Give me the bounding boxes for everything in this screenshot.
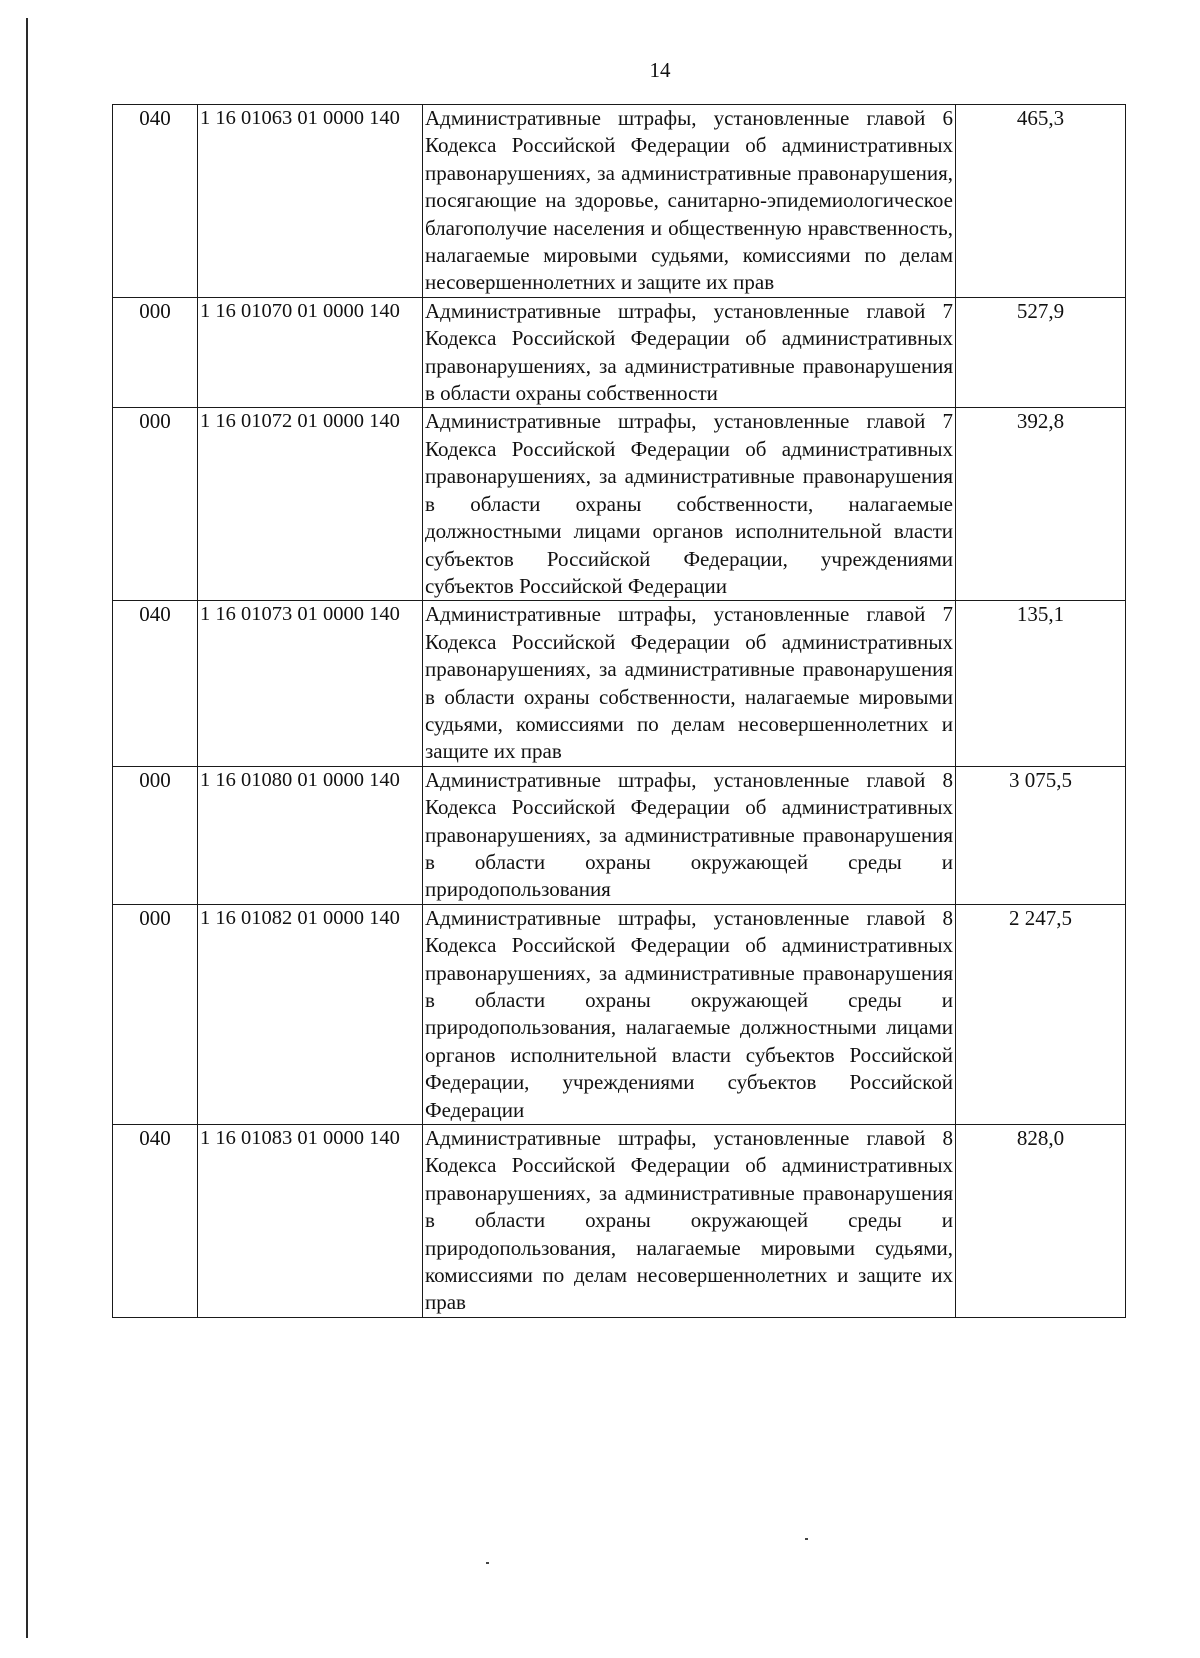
scan-edge-line bbox=[26, 18, 28, 1638]
revenue-name-cell: Административные штрафы, установленные главой 7 Кодекса Российской Федерации об административных правонарушениях, за административные правонарушения в области охраны собственности bbox=[423, 297, 956, 408]
page-number: 14 bbox=[649, 58, 671, 82]
scan-speck bbox=[805, 1538, 808, 1540]
kbk-code-cell: 1 16 01072 01 0000 140 bbox=[198, 408, 423, 601]
table-row bbox=[113, 766, 1126, 904]
kbk-code-cell: 1 16 01083 01 0000 140 bbox=[198, 1125, 423, 1318]
admin-code-cell: 000 bbox=[113, 408, 198, 601]
revenue-name-cell: Административные штрафы, установленные главой 7 Кодекса Российской Федерации об административных правонарушениях, за административные правонарушения в области охраны собственности, налагаемые должностными лицами органов исполнительной власти субъектов Российской Федерации, учреждениями субъектов Российской Федерации bbox=[423, 408, 956, 601]
kbk-code-cell: 1 16 01080 01 0000 140 bbox=[198, 766, 423, 904]
table-row bbox=[113, 1125, 1126, 1318]
table-row bbox=[113, 408, 1126, 601]
table-row bbox=[113, 297, 1126, 408]
kbk-code-cell: 1 16 01082 01 0000 140 bbox=[198, 904, 423, 1124]
revenue-name-cell: Административные штрафы, установленные главой 8 Кодекса Российской Федерации об административных правонарушениях, за административные правонарушения в области охраны окружающей среды и природопользования, налагаемые мировыми судьями, комиссиями по делам несовершеннолетних и защите их прав bbox=[423, 1125, 956, 1318]
kbk-code-cell: 1 16 01063 01 0000 140 bbox=[198, 105, 423, 298]
admin-code-cell: 040 bbox=[113, 601, 198, 766]
amount-cell: 527,9 bbox=[956, 297, 1126, 408]
table-row bbox=[113, 904, 1126, 1124]
amount-cell: 392,8 bbox=[956, 408, 1126, 601]
admin-code-cell: 000 bbox=[113, 297, 198, 408]
scan-speck bbox=[486, 1562, 489, 1564]
revenue-name-cell: Административные штрафы, установленные главой 6 Кодекса Российской Федерации об административных правонарушениях, за административные правонарушения, посягающие на здоровье, санитарно-эпидемиологическое благополучие населения и общественную нравственность, налагаемые мировыми судьями, комиссиями по делам несовершеннолетних и защите их прав bbox=[423, 105, 956, 298]
admin-code-cell: 040 bbox=[113, 1125, 198, 1318]
admin-code-cell: 000 bbox=[113, 904, 198, 1124]
revenue-name-cell: Административные штрафы, установленные главой 8 Кодекса Российской Федерации об административных правонарушениях, за административные правонарушения в области охраны окружающей среды и природопользования bbox=[423, 766, 956, 904]
table-row bbox=[113, 105, 1126, 298]
admin-code-cell: 000 bbox=[113, 766, 198, 904]
revenue-table bbox=[112, 104, 1126, 1318]
amount-cell: 135,1 bbox=[956, 601, 1126, 766]
kbk-code-cell: 1 16 01073 01 0000 140 bbox=[198, 601, 423, 766]
amount-cell: 465,3 bbox=[956, 105, 1126, 298]
revenue-name-cell: Административные штрафы, установленные главой 7 Кодекса Российской Федерации об административных правонарушениях, за административные правонарушения в области охраны собственности, налагаемые мировыми судьями, комиссиями по делам несовершеннолетних и защите их прав bbox=[423, 601, 956, 766]
kbk-code-cell: 1 16 01070 01 0000 140 bbox=[198, 297, 423, 408]
amount-cell: 828,0 bbox=[956, 1125, 1126, 1318]
table-row bbox=[113, 601, 1126, 766]
amount-cell: 3 075,5 bbox=[956, 766, 1126, 904]
revenue-name-cell: Административные штрафы, установленные главой 8 Кодекса Российской Федерации об административных правонарушениях, за административные правонарушения в области охраны окружающей среды и природопользования, налагаемые должностными лицами органов исполнительной власти субъектов Российской Федерации, учреждениями субъектов Российской Федерации bbox=[423, 904, 956, 1124]
amount-cell: 2 247,5 bbox=[956, 904, 1126, 1124]
admin-code-cell: 040 bbox=[113, 105, 198, 298]
